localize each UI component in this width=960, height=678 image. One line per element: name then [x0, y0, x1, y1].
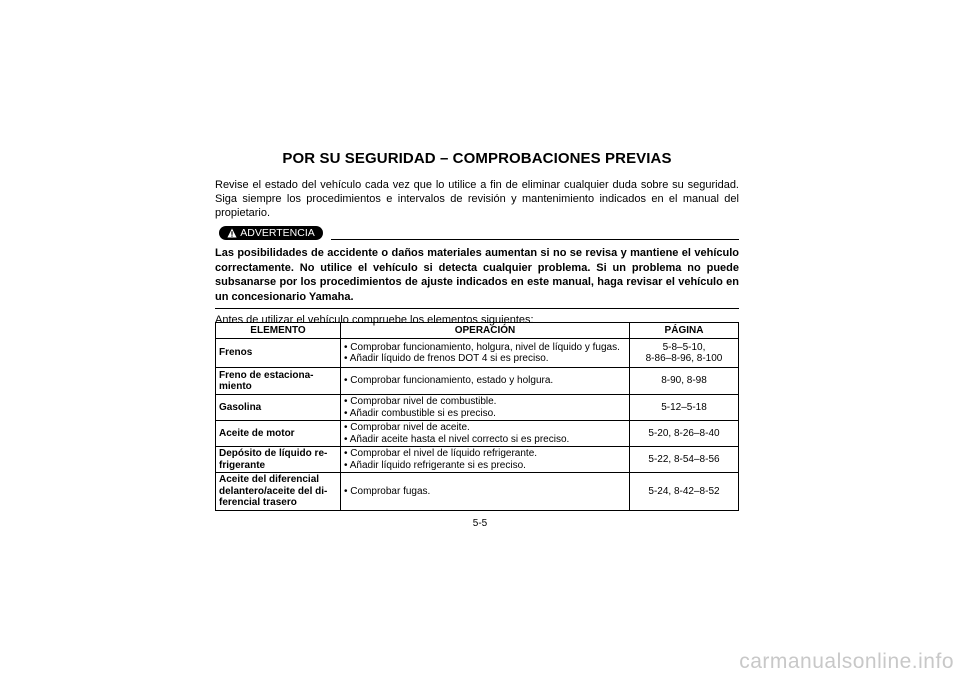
intro-paragraph: Revise el estado del vehículo cada vez que lo utilice a fin de eliminar cualquier duda sobre su seguridad. Siga siempre los procedimientos e intervalos de revisión y mantenimiento indicados en el manual del propietario.	[215, 179, 739, 219]
cell-elemento: Aceite de motor	[216, 421, 341, 447]
table-header-row	[216, 323, 739, 339]
operacion-item: • Añadir aceite hasta el nivel correcto si es preciso.	[344, 433, 570, 445]
cell-elemento: Freno de estaciona-miento	[216, 368, 341, 395]
table-row	[216, 473, 739, 511]
cell-pagina	[630, 473, 739, 511]
cell-pagina	[630, 447, 739, 473]
operacion-item: • Añadir combustible si es preciso.	[344, 407, 496, 419]
pagina-ref: 8-90, 8-98	[661, 375, 707, 387]
pagina-ref: 5-12–5-18	[661, 401, 707, 413]
operacion-item: • Comprobar funcionamiento, estado y holgura.	[344, 375, 554, 387]
cell-operacion	[341, 339, 630, 368]
operacion-item: • Añadir líquido de frenos DOT 4 si es preciso.	[344, 353, 549, 364]
cell-operacion	[341, 368, 630, 395]
warning-triangle-icon	[227, 228, 237, 238]
cell-pagina	[630, 368, 739, 395]
pagina-ref: 5-20, 8-26–8-40	[648, 427, 720, 439]
cell-operacion	[341, 395, 630, 421]
page-number: 5-5	[472, 518, 488, 529]
checks-table	[215, 322, 739, 511]
content	[215, 150, 739, 327]
cell-operacion	[341, 421, 630, 447]
table-row	[216, 368, 739, 395]
operacion-item: • Añadir líquido refrigerante si es preciso.	[344, 459, 526, 471]
warning-badge	[219, 226, 323, 240]
footer-watermark: carmanualsonline.info	[739, 650, 954, 673]
pagina-ref: 5-24, 8-42–8-52	[648, 485, 720, 497]
cell-pagina	[630, 339, 739, 368]
table-row	[216, 339, 739, 368]
warning-rule	[331, 239, 739, 240]
warning-header	[215, 226, 739, 241]
pagina-ref: 5-22, 8-54–8-56	[648, 453, 720, 465]
cell-elemento: Depósito de líquido re-frigerante	[216, 447, 341, 473]
cell-pagina	[630, 395, 739, 421]
cell-elemento: Gasolina	[216, 395, 341, 421]
cell-operacion	[341, 473, 630, 511]
page-title: POR SU SEGURIDAD – COMPROBACIONES PREVIAS	[282, 150, 672, 167]
cell-elemento: Aceite del diferencial delantero/aceite del di-ferencial trasero	[216, 473, 341, 511]
table-row	[216, 395, 739, 421]
operacion-item: • Comprobar fugas.	[344, 485, 431, 497]
warning-end-rule	[215, 308, 739, 309]
cell-operacion	[341, 447, 630, 473]
warning-text: Las posibilidades de accidente o daños materiales aumentan si no se revisa y mantiene el vehículo correctamente. No utilice el vehículo si detecta cualquier problema. Si un problema no puede subsanarse por los procedimientos de ajuste indicados en este manual, haga revisar el vehículo en un concesionario Yamaha.	[215, 247, 739, 303]
warning-label: ADVERTENCIA	[240, 227, 315, 239]
header-elemento: ELEMENTO	[216, 323, 341, 339]
cell-elemento: Frenos	[216, 339, 341, 368]
operacion-item: • Comprobar nivel de aceite.	[344, 422, 470, 433]
header-pagina: PÁGINA	[630, 323, 739, 339]
pagina-ref: 5-8–5-10,	[662, 341, 706, 353]
cell-pagina	[630, 421, 739, 447]
table-row	[216, 447, 739, 473]
operacion-item: • Comprobar nivel de combustible.	[344, 396, 497, 407]
before-text: Antes de utilizar el vehículo compruebe los elementos siguientes:	[215, 314, 534, 326]
operacion-item: • Comprobar el nivel de líquido refrigerante.	[344, 448, 538, 459]
operacion-item: • Comprobar funcionamiento, holgura, nivel de líquido y fugas.	[344, 341, 620, 353]
header-operacion: OPERACIÓN	[341, 323, 630, 339]
table-row	[216, 421, 739, 447]
pagina-ref: 8-86–8-96, 8-100	[645, 353, 723, 364]
